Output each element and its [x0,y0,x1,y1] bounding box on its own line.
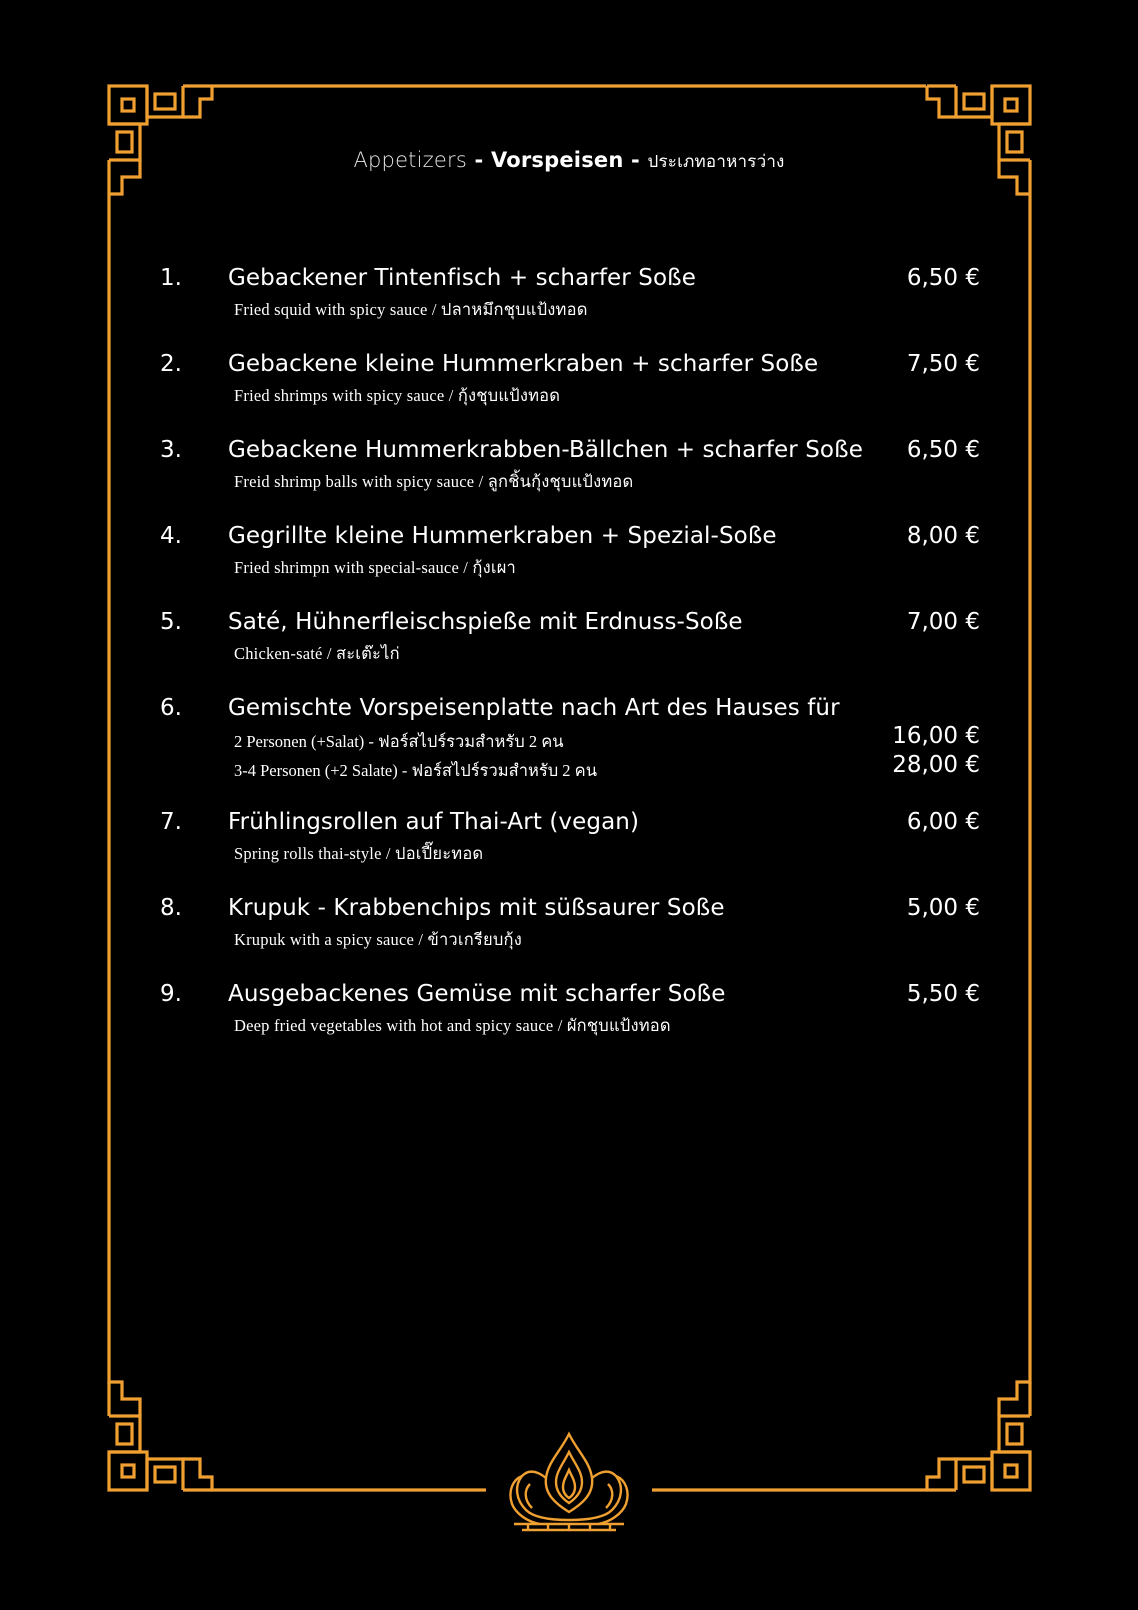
item-number: 7. [160,809,182,835]
item-number: 2. [160,351,182,377]
item-title: Gebackener Tintenfisch + scharfer Soße [228,265,696,291]
item-subtitle: Deep fried vegetables with hot and spicy sauce / ผักชุบแป้งทอด [234,1016,671,1035]
item-title: Krupuk - Krabbenchips mit süßsaurer Soße [228,895,725,921]
item-price: 8,00 € [906,523,980,549]
item-price: 7,00 € [906,609,980,635]
item-subtitle: Fried shrimpn with special-sauce / กุ้งเผา [234,558,517,577]
item-subtitle: Krupuk with a spicy sauce / ข้าวเกรียบกุ้ง [234,930,522,949]
item-subtitle: Spring rolls thai-style / ปอเปี๊ยะทอด [234,844,484,863]
item-number: 4. [160,523,182,549]
item-price: 6,00 € [906,809,980,835]
item-option-price: 28,00 € [892,752,980,778]
item-subtitle: Fried squid with spicy sauce / ปลาหมึกชุบแป้งทอด [234,300,588,319]
corner-ornament-bottom-left [109,1382,212,1490]
item-subtitle: Fried shrimps with spicy sauce / กุ้งชุบแป้งทอด [234,386,561,405]
item-price: 7,50 € [906,351,980,377]
lotus-ornament [510,1434,627,1530]
item-title: Frühlingsrollen auf Thai-Art (vegan) [228,809,640,835]
header-separator: - [623,148,648,172]
item-price: 6,50 € [906,265,980,291]
item-title: Gemischte Vorspeisenplatte nach Art des Hauses für [228,695,840,721]
item-title: Ausgebackenes Gemüse mit scharfer Soße [228,981,726,1007]
item-option-price: 16,00 € [892,723,980,749]
item-title: Gebackene kleine Hummerkraben + scharfer Soße [228,351,819,377]
item-number: 6. [160,695,182,721]
item-number: 5. [160,609,182,635]
header-english: Appetizers [353,148,467,172]
header-separator: - [466,148,491,172]
item-price: 6,50 € [906,437,980,463]
item-price: 5,50 € [906,981,980,1007]
item-subtitle: Chicken-saté / สะเต๊ะไก่ [234,644,400,663]
corner-ornament-top-left [109,86,212,194]
item-title: Gebackene Hummerkrabben-Bällchen + scharfer Soße [228,437,863,463]
item-title: Saté, Hühnerfleischspieße mit Erdnuss-Soße [228,609,743,635]
section-header [0,148,1138,175]
item-number: 3. [160,437,182,463]
header-german: Vorspeisen [490,148,624,172]
item-number: 9. [160,981,182,1007]
item-number: 8. [160,895,182,921]
item-price: 5,00 € [906,895,980,921]
corner-ornament-bottom-right [927,1382,1030,1490]
header-thai: ประเภทอาหารว่าง [647,152,785,172]
item-option-label: 3-4 Personen (+2 Salate) - ฟอร์สไปร์รวมสำหรับ 2 คน [234,761,597,780]
corner-ornament-top-right [927,86,1030,194]
item-subtitle: Freid shrimp balls with spicy sauce / ลูกชิ้นกุ้งชุบแป้งทอด [234,472,634,491]
item-title: Gegrillte kleine Hummerkraben + Spezial-Soße [228,523,777,549]
item-option-label: 2 Personen (+Salat) - ฟอร์สไปร์รวมสำหรับ 2 คน [234,732,564,751]
item-number: 1. [160,265,182,291]
